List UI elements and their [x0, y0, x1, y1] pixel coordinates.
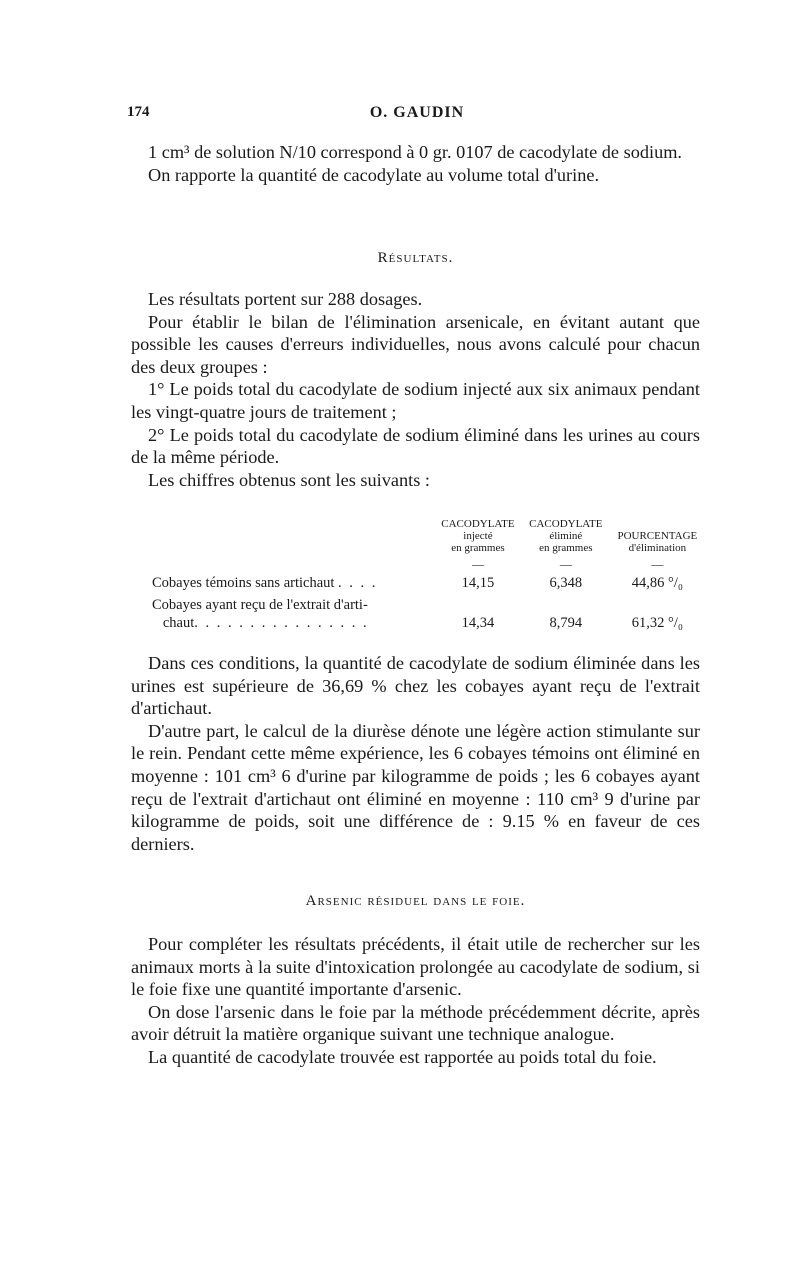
- column-header-injected: [434, 516, 522, 556]
- paragraph: La quantité de cacodylate trouvée est rapportée au poids total du foie.: [148, 1046, 657, 1067]
- cell-eliminated: 8,794: [549, 615, 583, 631]
- column-subtitle: injecté: [463, 530, 493, 542]
- table-row: [150, 594, 705, 634]
- column-unit: en grammes: [539, 542, 593, 554]
- section-heading-resultats: Résultats.: [377, 250, 454, 266]
- table-row: [150, 572, 705, 594]
- row-label: Cobayes témoins sans artichaut . . . .: [152, 575, 378, 591]
- paragraph: 1° Le poids total du cacodylate de sodium injecté aux six animaux pendant les vingt-quatre jours de traitement ;: [131, 379, 700, 422]
- paragraph: Pour établir le bilan de l'élimination arsenicale, en évitant autant que possible les causes d'erreurs individuelles, nous avons calculé pour chacun des deux groupes :: [131, 311, 700, 377]
- cell-percent: 44,86 °/₀: [631, 575, 683, 591]
- discussion-block: [131, 652, 700, 855]
- row-label: Cobayes ayant reçu de l'extrait d'arti- chaut. . . . . . . . . . . . . . . .: [152, 597, 369, 631]
- intro-block: [131, 141, 700, 186]
- cell-eliminated: 6,348: [549, 575, 583, 591]
- running-author: O. GAUDIN: [369, 104, 465, 121]
- table-dash-row: [150, 556, 705, 572]
- paragraph: On rapporte la quantité de cacodylate au volume total d'urine.: [148, 164, 600, 185]
- cell-percent: 61,32 °/₀: [631, 615, 683, 631]
- paragraph: Les résultats portent sur 288 dosages.: [148, 289, 423, 309]
- paragraph: 2° Le poids total du cacodylate de sodium éliminé dans les urines au cours de la même période.: [131, 424, 700, 468]
- paragraph: On dose l'arsenic dans le foie par la méthode précédemment décrite, après avoir détruit la matière organique suivant une technique analogue.: [131, 1001, 700, 1045]
- running-header: [127, 104, 707, 128]
- results-table: [150, 516, 705, 634]
- column-subtitle: éliminé: [549, 530, 583, 542]
- arsenic-block: [131, 933, 700, 1069]
- table-dash: —: [471, 557, 484, 571]
- table-dash: —: [651, 557, 664, 571]
- paragraph: Pour compléter les résultats précédents, il était utile de rechercher sur les animaux morts à la suite d'intoxication prolongée au cacodylate de sodium, si le foie fixe une quantité importante d'arsenic.: [131, 934, 700, 1000]
- column-header-eliminated: [522, 516, 610, 556]
- leader-dots: . . . . . . . . . . . . . . . .: [194, 615, 369, 631]
- cell-injected: 14,15: [461, 575, 495, 591]
- leader-dots: . . . .: [338, 575, 378, 591]
- column-subtitle: d'élimination: [628, 542, 687, 554]
- column-title: POURCENTAGE: [617, 530, 698, 542]
- paragraph: Dans ces conditions, la quantité de cacodylate de sodium éliminée dans les urines est supérieure de 36,69 % chez les cobayes ayant reçu de l'extrait d'artichaut.: [131, 653, 700, 719]
- column-unit: en grammes: [451, 542, 505, 554]
- column-title: CACODYLATE: [441, 518, 515, 530]
- column-header-percent: [610, 516, 705, 556]
- paragraph: Les chiffres obtenus sont les suivants :: [148, 469, 430, 490]
- cell-injected: 14,34: [461, 615, 495, 631]
- paragraph: 1 cm³ de solution N/10 correspond à 0 gr. 0107 de cacodylate de sodium.: [148, 142, 682, 162]
- table-dash-spacer: [150, 556, 434, 572]
- results-block: [131, 288, 700, 491]
- table-dash: —: [559, 557, 572, 571]
- table-header-row: [150, 516, 705, 556]
- section-heading-arsenic: Arsenic résiduel dans le foie.: [305, 893, 526, 909]
- paragraph: D'autre part, le calcul de la diurèse dénote une légère action stimulante sur le rein. Pendant cette même expérience, les 6 cobayes témoins ont éliminé en moyenne : 101 cm³ 6 d'urine par kilogramme de poids ; les 6 cobayes ayant reçu de l'extrait d'artichaut ont éliminé en moyenne : 110 cm³ 9 d'urine par kilogramme de poids, soit une différence de : 9.15 % en faveur de ces derniers.: [131, 720, 700, 854]
- page-number: 174: [127, 104, 150, 120]
- table-header-spacer: [150, 516, 434, 556]
- column-title: CACODYLATE: [529, 518, 603, 530]
